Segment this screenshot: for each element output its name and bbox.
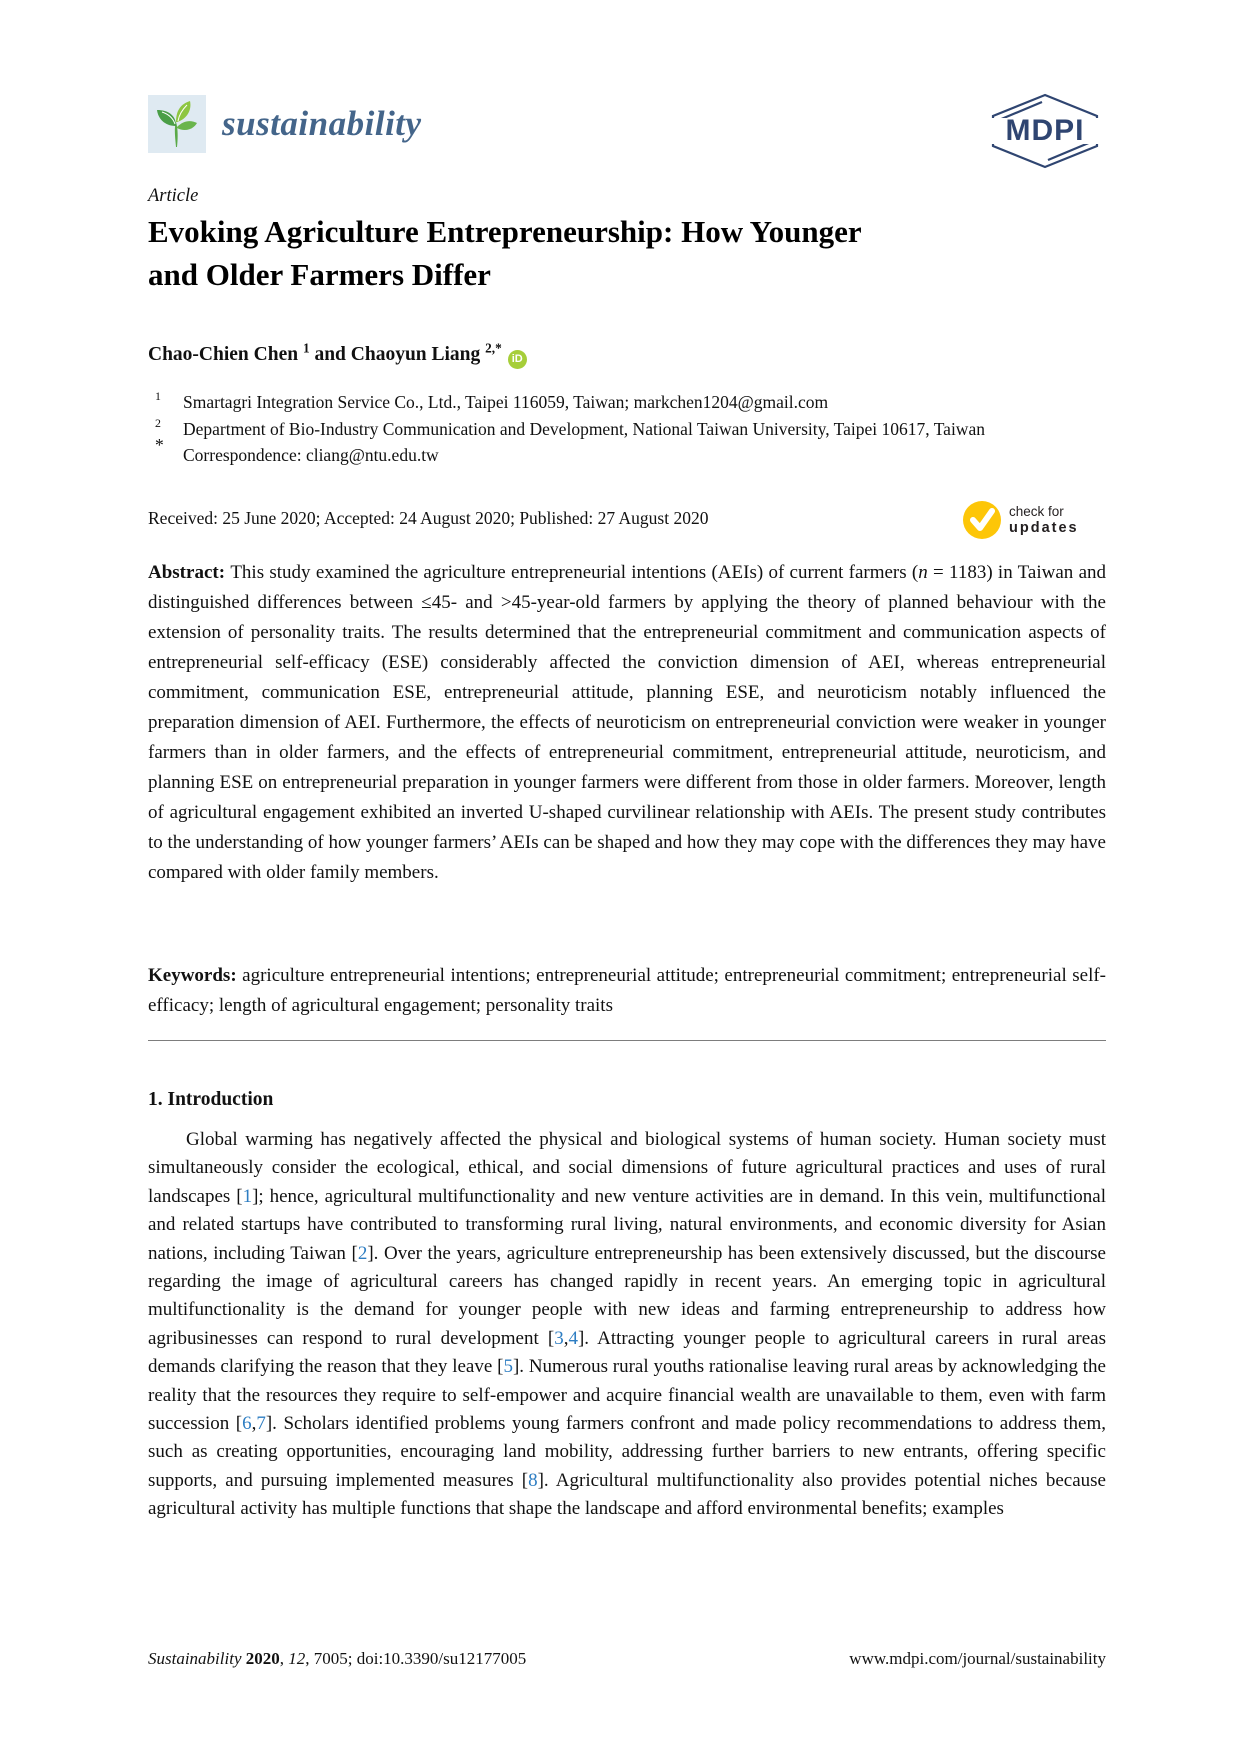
citation-ref[interactable]: 4 xyxy=(568,1327,578,1349)
keywords-paragraph xyxy=(148,961,1106,1021)
text-segment: n xyxy=(918,562,928,583)
text-segment: agriculture entrepreneurial intentions; entrepreneurial attitude; entrepreneurial commitment; entrepreneurial self-efficacy; length of agricultural engagement; personality traits xyxy=(148,965,1106,1016)
badge-line1: check for xyxy=(1009,504,1064,519)
text-segment: ]. Over the years, agriculture entrepreneurship has been extensively discussed, but the discourse regarding the image of agricultural careers has changed rapidly in recent years. An emerging topic in agricultural multifunctionality is the demand for younger people with new ideas and farming entrepreneurship to address how agribusinesses can respond to rural development [ xyxy=(148,1242,1106,1349)
check-for-updates-label xyxy=(1009,504,1079,536)
citation-ref[interactable]: 6 xyxy=(242,1413,252,1435)
badge-line2: updates xyxy=(1009,520,1079,536)
journal-wordmark: sustainability xyxy=(222,104,422,143)
affiliation-text: Smartagri Integration Service Co., Ltd., Taipei 116059, Taiwan; markchen1204@gmail.com xyxy=(183,392,829,412)
svg-text:MDPI: MDPI xyxy=(1005,114,1085,147)
text-segment: and Chaoyun Liang xyxy=(309,344,486,365)
dates-line: Received: 25 June 2020; Accepted: 24 August 2020; Published: 27 August 2020 xyxy=(148,508,709,528)
affiliation-text: Department of Bio-Industry Communication and Development, National Taiwan University, Taipei 10617, Taiwan xyxy=(183,418,985,439)
authors-line xyxy=(148,340,1108,369)
text-segment: Keywords: xyxy=(148,965,243,986)
text-segment: = 1183) in Taiwan and distinguished differences between ≤45- and >45-year-old farmers by applying the theory of planned behaviour with the extension of personality traits. The results determined that the entrepreneurial commitment and communication aspects of entrepreneurial self-efficacy (ESE) considerably affected the conviction dimension of AEI, whereas entrepreneurial commitment, communication ESE, entrepreneurial attitude, planning ESE, and neuroticism notably influenced the preparation dimension of AEI. Furthermore, the effects of neuroticism on entrepreneurial conviction were weaker in younger farmers than in older farmers, and the effects of entrepreneurial commitment, entrepreneurial attitude, neuroticism, and planning ESE on entrepreneurial preparation in younger farmers were different from those in older farmers. Moreover, length of agricultural engagement exhibited an inverted U-shaped curvilinear relationship with AEIs. The present study contributes to the understanding of how younger farmers’ AEIs can be shaped and how they may cope with the differences they may have compared with older family members. xyxy=(148,562,1106,883)
text-segment: ]. Scholars identified problems young farmers confront and made policy recommendations to address them, such as creating opportunities, encouraging land mobility, addressing further barriers to new entrants, offering specific supports, and pursuing implemented measures [ xyxy=(148,1413,1107,1491)
text-segment: Sustainability xyxy=(148,1649,242,1668)
text-segment: ]. Numerous rural youths rationalise leaving rural areas by acknowledging the reality that the resources they require to self-empower and acquire financial wealth are unavailable to them, even with farm succession [ xyxy=(148,1356,1106,1435)
text-segment: 12 xyxy=(288,1649,306,1668)
citation-ref[interactable]: 7 xyxy=(256,1413,266,1435)
text-segment: 1 xyxy=(302,340,310,356)
affiliation-marker: 1 xyxy=(155,389,161,403)
text-segment: , xyxy=(563,1327,569,1349)
article-title-line2: and Older Farmers Differ xyxy=(148,257,491,292)
affiliation-item xyxy=(148,416,1053,443)
text-segment: This study examined the agriculture entrepreneurial intentions (AEIs) of current farmers ( xyxy=(230,562,919,583)
text-segment: ]. Attracting younger people to agricultural careers in rural areas demands clarifying the reason that they leave [ xyxy=(148,1327,1106,1378)
text-segment: , xyxy=(279,1649,289,1668)
affiliation-item xyxy=(148,389,1053,416)
sustainability-plant-icon xyxy=(148,95,206,153)
orcid-icon[interactable]: iD xyxy=(508,350,527,369)
abstract-paragraph xyxy=(148,558,1106,888)
text-segment: ]; hence, agricultural multifunctionality and new venture activities are in demand. In this vein, multifunctional and related startups have contributed to transforming rural living, natural environments, and economic diversity for Asian nations, including Taiwan [ xyxy=(148,1185,1106,1264)
check-circle-icon xyxy=(962,500,1002,540)
mdpi-logo xyxy=(985,92,1105,170)
citation-ref[interactable]: 3 xyxy=(554,1327,564,1349)
text-segment: Chao-Chien Chen xyxy=(148,344,303,365)
correspondence-text: Correspondence: cliang@ntu.edu.tw xyxy=(183,445,439,465)
article-title-line1: Evoking Agriculture Entrepreneurship: How Younger xyxy=(148,214,862,249)
page-footer xyxy=(148,1649,1106,1669)
citation-ref[interactable]: 5 xyxy=(503,1356,513,1378)
citation-ref[interactable]: 1 xyxy=(242,1185,253,1207)
text-segment: , xyxy=(251,1413,257,1435)
affiliations-list xyxy=(148,389,1053,469)
citation-ref[interactable]: 8 xyxy=(528,1469,538,1491)
text-segment: 2,* xyxy=(485,340,502,356)
footer-citation xyxy=(148,1649,526,1669)
check-for-updates-badge[interactable] xyxy=(962,500,1079,540)
text-segment: ]. Agricultural multifunctionality also provides potential niches because agricultural activity has multiple functions that shape the landscape and afford environmental benefits; examples xyxy=(148,1469,1106,1520)
author-names xyxy=(148,340,502,365)
text-segment: Abstract: xyxy=(148,562,231,583)
correspondence-marker: * xyxy=(155,435,164,455)
article-type-label: Article xyxy=(148,186,199,206)
affiliation-item xyxy=(148,435,1053,469)
text-segment: , 7005; doi:10.3390/su12177005 xyxy=(305,1649,527,1668)
introduction-paragraph xyxy=(148,1126,1106,1524)
citation-ref[interactable]: 2 xyxy=(357,1242,368,1264)
section-divider xyxy=(148,1040,1106,1041)
section-heading-introduction: 1. Introduction xyxy=(148,1089,274,1110)
footer-journal-url[interactable]: www.mdpi.com/journal/sustainability xyxy=(849,1649,1106,1668)
article-title xyxy=(148,210,1108,296)
text-segment: Global warming has negatively affected the physical and biological systems of human society. Human society must simultaneously consider the ecological, ethical, and social dimensions of future agricultural practices and uses of rural landscapes [ xyxy=(148,1129,1106,1207)
text-segment: 2020 xyxy=(245,1649,280,1668)
affiliation-marker: 2 xyxy=(155,415,161,430)
journal-header xyxy=(148,95,422,153)
